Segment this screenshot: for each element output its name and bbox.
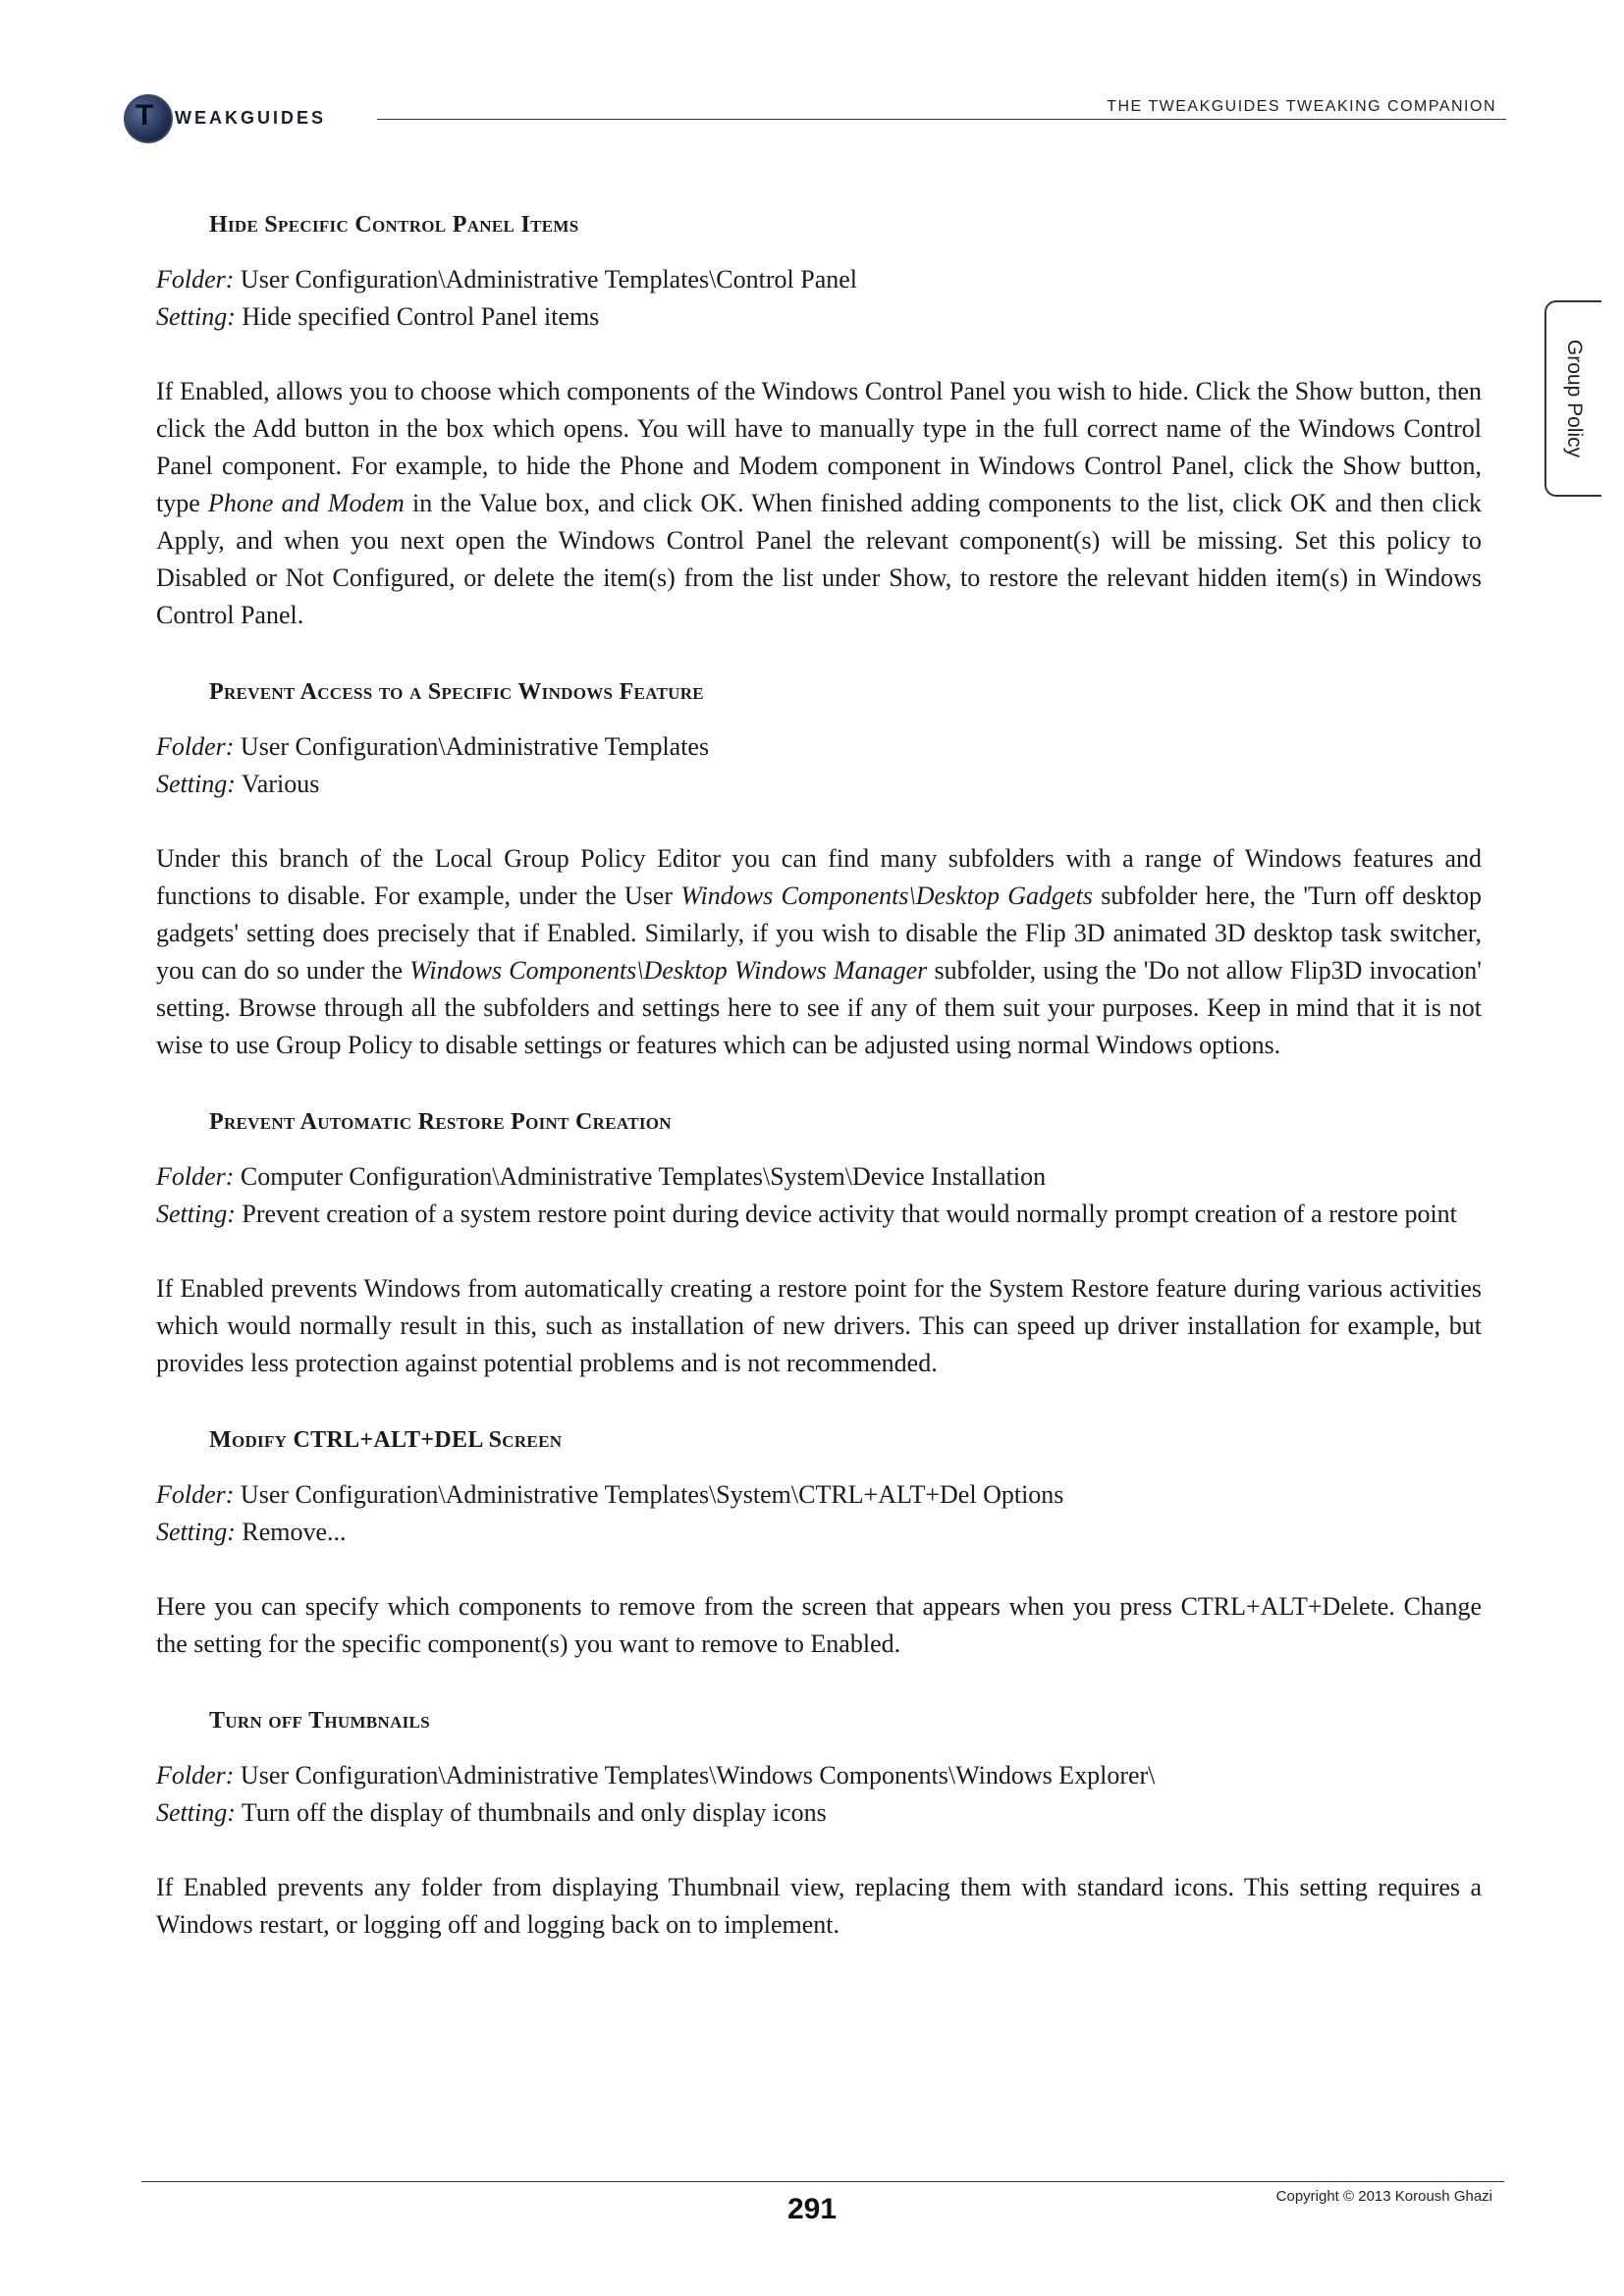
section-body (156, 840, 1482, 1064)
setting-name: Remove... (235, 1518, 347, 1546)
setting-line (156, 1196, 1482, 1233)
body-text: If Enabled, allows you to choose which components of the Windows Control Panel you wish to hide. Click the Show button, then click the Add button in the box which opens. You will have to manually type in the full correct name of the Windows Control Panel component. For example, to hide the Phone and Modem component in Windows Control Panel, click the Show button, type (156, 377, 1482, 517)
folder-label: Folder: (156, 1480, 235, 1509)
folder-line (156, 1158, 1482, 1196)
body-text: Here you can specify which components to remove from the screen that appears when you press CTRL+ALT+Delete. Change the setting for the specific component(s) you want to remove to Enabled. (156, 1592, 1482, 1658)
folder-label: Folder: (156, 732, 235, 761)
body-text: If Enabled prevents Windows from automatically creating a restore point for the System Restore feature during various activities which would normally result in this, such as installation of new drivers. This can speed up driver installation for example, but provides less protection against potential problems and is not recommended. (156, 1274, 1482, 1377)
logo-text: WEAKGUIDES (175, 108, 327, 128)
folder-line (156, 1476, 1482, 1514)
body-text: If Enabled prevents any folder from displaying Thumbnail view, replacing them with standard icons. This setting requires a Windows restart, or logging off and logging back on to implement. (156, 1873, 1482, 1939)
setting-label: Setting: (156, 1518, 236, 1546)
folder-label: Folder: (156, 1761, 235, 1789)
setting-line (156, 766, 1482, 803)
page-header (0, 0, 1624, 147)
body-text: subfolder, using the 'Do not allow Flip3D invocation' setting. Browse through all the subfolders and settings here to see if any of them suit your purposes. Keep in mind that it is not wise to use Group Policy to disable settings or features which can be adjusted using normal Windows options. (156, 956, 1482, 1059)
setting-name: Hide specified Control Panel items (235, 302, 600, 331)
section-title: Prevent Automatic Restore Point Creation (209, 1109, 672, 1135)
setting-line (156, 1794, 1482, 1832)
section-title: Hide Specific Control Panel Items (209, 212, 579, 238)
setting-label: Setting: (156, 302, 236, 331)
folder-line (156, 261, 1482, 298)
folder-line (156, 728, 1482, 766)
setting-label: Setting: (156, 1798, 236, 1827)
policy-section (156, 1421, 1482, 1663)
section-title: Modify CTRL+ALT+DEL Screen (209, 1427, 563, 1453)
setting-line (156, 298, 1482, 336)
tweakguides-logo (124, 94, 369, 145)
setting-line (156, 1514, 1482, 1551)
italic-text: Phone and Modem (207, 489, 405, 517)
logo-initial: T (135, 99, 154, 132)
section-body (156, 373, 1482, 634)
folder-path: User Configuration\Administrative Templates\Windows Components\Windows Explorer\ (234, 1761, 1156, 1789)
chapter-tab (1544, 300, 1601, 497)
page-number: 291 (786, 2193, 838, 2225)
folder-path: User Configuration\Administrative Templates\System\CTRL+ALT+Del Options (234, 1480, 1064, 1509)
section-title: Prevent Access to a Specific Windows Feature (209, 679, 704, 705)
folder-label: Folder: (156, 265, 235, 294)
setting-name: Turn off the display of thumbnails and only display icons (235, 1798, 827, 1827)
section-body (156, 1588, 1482, 1663)
footer-divider (141, 2181, 1504, 2182)
italic-text: Windows Components\Desktop Gadgets (680, 881, 1093, 910)
body-text: subfolder here, the 'Turn off desktop gadgets' setting does precisely that if Enabled. Similarly, if you wish to disable the Flip 3D animated 3D desktop task switcher, you can do so under the (156, 881, 1482, 985)
folder-line (156, 1757, 1482, 1794)
folder-path: User Configuration\Administrative Templates (234, 732, 710, 761)
section-title: Turn off Thumbnails (209, 1708, 430, 1734)
body-text: in the Value box, and click OK. When finished adding components to the list, click OK and then click Apply, and when you next open the Windows Control Panel the relevant component(s) will be missing. Set this policy to Disabled or Not Configured, or delete the item(s) from the list under Show, to restore the relevant hidden item(s) in Windows Control Panel. (156, 489, 1483, 629)
page-content (156, 206, 1482, 1983)
section-body (156, 1869, 1482, 1944)
setting-label: Setting: (156, 770, 236, 798)
chapter-tab-label: Group Policy (1563, 339, 1586, 458)
copyright-notice: Copyright © 2013 Koroush Ghazi (1275, 2188, 1492, 2205)
setting-name: Prevent creation of a system restore point during device activity that would normally prompt creation of a restore point (235, 1200, 1457, 1228)
body-text: Under this branch of the Local Group Policy Editor you can find many subfolders with a range of Windows features and functions to disable. For example, under the User (156, 844, 1482, 910)
folder-path: Computer Configuration\Administrative Templates\System\Device Installation (234, 1162, 1047, 1191)
setting-name: Various (235, 770, 320, 798)
policy-section (156, 1103, 1482, 1382)
folder-label: Folder: (156, 1162, 235, 1191)
policy-section (156, 673, 1482, 1064)
section-body (156, 1270, 1482, 1382)
folder-path: User Configuration\Administrative Templates\Control Panel (234, 265, 858, 294)
header-divider (377, 119, 1506, 120)
policy-section (156, 206, 1482, 634)
italic-text: Windows Components\Desktop Windows Manager (409, 956, 928, 985)
running-header-title: THE TWEAKGUIDES TWEAKING COMPANION (1107, 98, 1496, 115)
setting-label: Setting: (156, 1200, 236, 1228)
policy-section (156, 1702, 1482, 1944)
